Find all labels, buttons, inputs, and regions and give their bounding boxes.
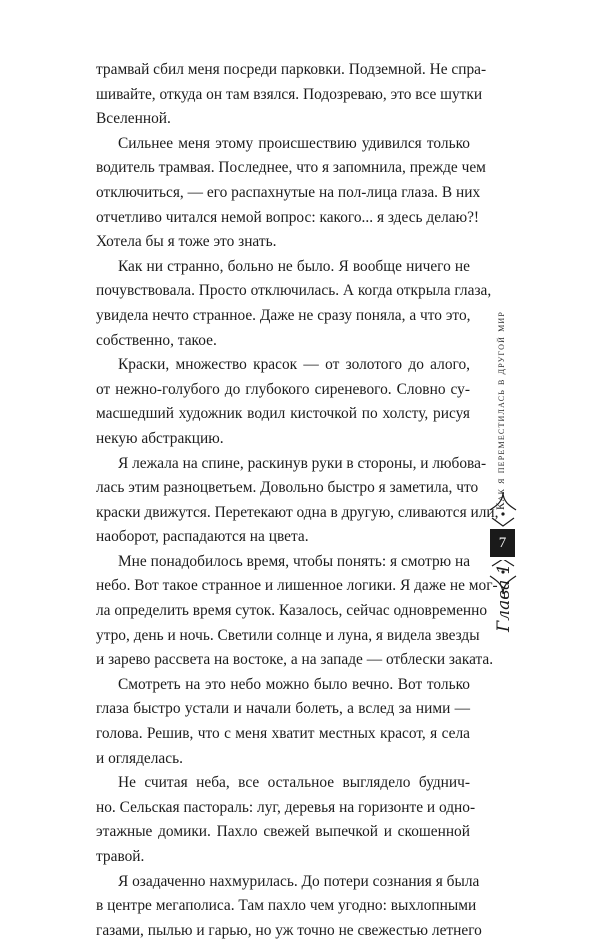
text-line: Мне понадобилось время, чтобы понять: я смотрю на	[118, 552, 471, 570]
paragraph	[96, 255, 492, 353]
text-line: утро, день и ночь. Светили солнце и луна, я видела звезды	[96, 626, 480, 644]
paragraph	[96, 771, 476, 869]
text-line: Смотреть на это небо можно было вечно. Вот только	[118, 675, 470, 693]
text-line: водитель трамвая. Последнее, что я запомнила, прежде чем	[96, 159, 486, 177]
chapter-label: Глава 1	[494, 563, 514, 632]
text-line: трамвай сбил меня посреди парковки. Подземной. Не спра-	[96, 61, 487, 78]
text-line: в центре мегаполиса. Там пахло чем угодно: выхлопными	[96, 897, 477, 915]
text-line: лась этим разноцветьем. Довольно быстро я заметила, что	[96, 479, 479, 497]
body-text	[96, 58, 499, 943]
text-line: отчетливо читался немой вопрос: какого... я здесь делаю?!	[96, 208, 480, 226]
text-line: собственно, такое.	[96, 331, 217, 349]
text-line: от нежно-голубого до глубокого сиреневого. Словно су-	[96, 380, 470, 398]
text-line: отключиться, — его распахнутые на пол-лица глаза. В них	[96, 183, 481, 201]
text-line: Как ни странно, больно не было. Я вообще ничего не	[118, 257, 470, 275]
text-line: небо. Вот такое странное и лишенное логики. Я даже не мог-	[96, 577, 498, 595]
text-line: и зарево рассвета на востоке, а на западе — отблески заката.	[96, 651, 494, 669]
text-line: газами, пылью и гарью, но уж точно не свежестью летнего	[96, 921, 482, 939]
running-title: Как я переместилась в другой мир	[495, 310, 507, 510]
text-line: краски движутся. Перетекают одна в другую, сливаются или,	[96, 503, 499, 521]
text-line: Краски, множество красок — от золотого до алого,	[118, 356, 470, 374]
text-line: но. Сельская пастораль: луг, деревья на горизонте и одно-	[96, 798, 476, 816]
text-line: травой.	[96, 848, 145, 865]
paragraph	[96, 353, 470, 451]
text-line: глаза быстро устали и начали болеть, а вслед за ними —	[96, 700, 470, 718]
text-line: Я озадаченно нахмурилась. До потери сознания я была	[118, 872, 480, 890]
paragraph	[96, 673, 470, 771]
text-line: Сильнее меня этому происшествию удивился только	[118, 134, 470, 152]
text-line: Хотела бы я тоже это знать.	[96, 233, 277, 251]
text-line: голова. Решив, что с меня хватит местных красот, я села	[96, 725, 470, 743]
text-line: масшедший художник водил кисточкой по холсту, рисуя	[96, 405, 470, 423]
paragraph	[96, 132, 486, 255]
paragraph	[96, 452, 499, 550]
text-line: ла определить время суток. Казалось, сейчас одновременно	[96, 602, 488, 620]
text-line: наоборот, распадаются на цвета.	[96, 528, 309, 546]
text-line: почувствовала. Просто отключилась. А когда открыла глаза,	[96, 282, 492, 300]
text-line: Я лежала на спине, раскинув руки в стороны, и любова-	[118, 454, 487, 472]
paragraph	[96, 550, 498, 673]
text-line: некую абстракцию.	[96, 429, 224, 447]
text-line: этажные домики. Пахло свежей выпечкой и скошенной	[96, 823, 470, 841]
paragraph	[96, 58, 487, 132]
text-line: Вселенной.	[96, 110, 171, 128]
ornament-top-icon	[486, 488, 520, 528]
text-line: Не считая неба, все остальное выглядело буднич-	[118, 774, 470, 792]
text-line: увидела нечто странное. Даже не сразу поняла, а что это,	[96, 306, 471, 324]
text-line: и огляделась.	[96, 749, 183, 767]
text-line: шивайте, откуда он там взялся. Подозреваю, это все шутки	[96, 85, 483, 103]
paragraph	[96, 870, 482, 943]
page-number: 7	[490, 529, 515, 557]
